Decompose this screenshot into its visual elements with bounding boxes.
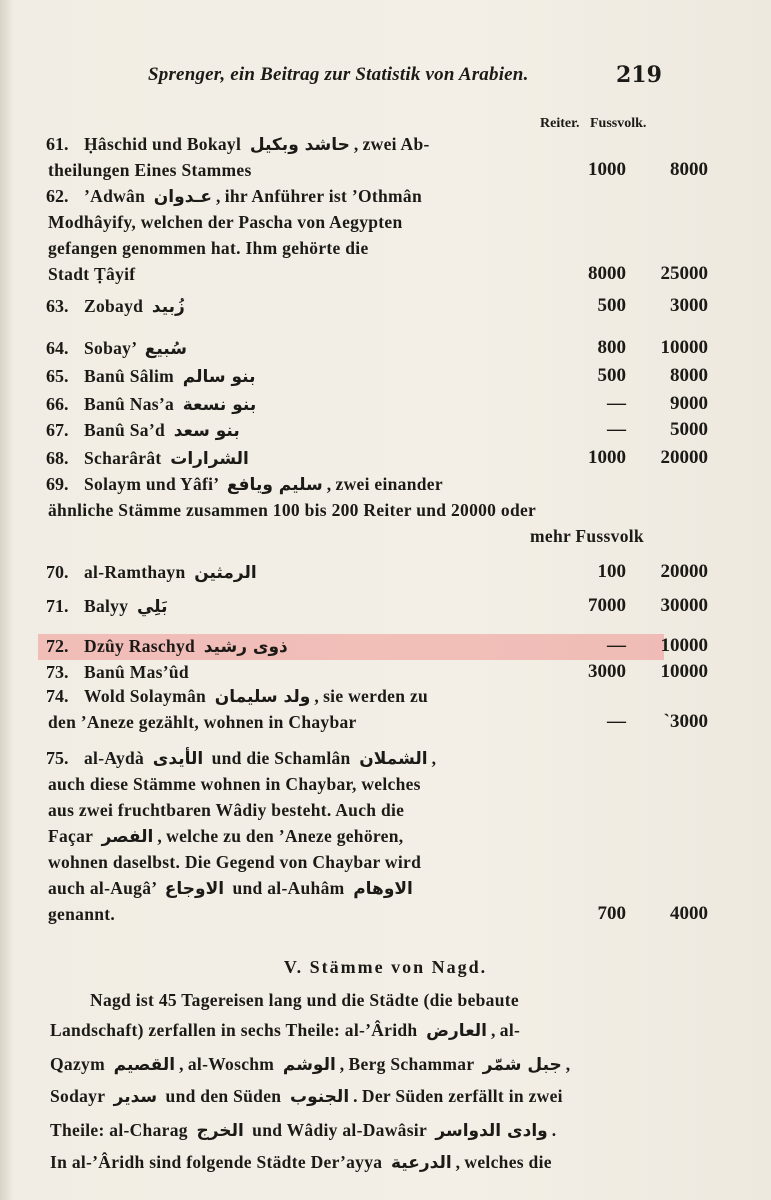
text-run: al-Aydà (84, 748, 149, 768)
arabic-name: بنو نسعة (182, 395, 257, 415)
text-run: Façar (48, 826, 98, 846)
entry-line (84, 134, 430, 155)
text-run: Sodayr (50, 1086, 110, 1106)
arabic-name: بنو سالم (182, 367, 256, 387)
foot-value: 4000 (670, 903, 708, 924)
riders-value: — (607, 393, 626, 414)
arabic-name: عـدوان (153, 187, 212, 207)
entry-line (84, 474, 443, 495)
entry-line (48, 712, 357, 732)
entry-line (84, 366, 259, 387)
arabic-name: الأيدى (152, 749, 204, 769)
running-title: Sprenger, ein Beitrag zur Statistik von Arabien. (148, 64, 529, 85)
entry-line (84, 662, 189, 682)
arabic-name: القصيم (113, 1055, 176, 1075)
column-header-riders: Reiter. (540, 116, 580, 131)
paragraph-line (50, 1152, 552, 1173)
text-run: , Berg Schammar (339, 1054, 479, 1074)
arabic-name: الشرارات (170, 449, 249, 469)
riders-value: 500 (597, 365, 626, 386)
foot-value: 10000 (660, 635, 708, 656)
text-run: Landschaft) zerfallen in sechs Theile: al-’Âridh (50, 1020, 423, 1040)
section-heading: V. Stämme von Nagd. (283, 957, 488, 977)
entry-number: 74. (46, 686, 69, 706)
foot-value: 8000 (670, 365, 708, 386)
foot-value: 25000 (660, 263, 708, 284)
entry-line (48, 800, 404, 820)
foot-value: 30000 (660, 595, 708, 616)
text-run: Balyy (84, 596, 133, 616)
entry-line (48, 500, 536, 520)
text-run: genannt. (48, 904, 116, 924)
text-run: Wold Solaymân (84, 686, 211, 706)
paragraph-line (50, 1120, 556, 1141)
foot-value: `3000 (663, 711, 708, 732)
entry-number: 75. (46, 748, 69, 768)
arabic-name: العارض (426, 1021, 488, 1041)
entry-number: 65. (46, 366, 69, 386)
riders-value: — (607, 635, 626, 656)
entry-line (48, 878, 417, 899)
paragraph-line (50, 1054, 570, 1075)
text-run: auch al-Augâ’ (48, 878, 161, 898)
text-run: Theile: al-Charag (50, 1120, 193, 1140)
text-run: , ihr Anführer ist ’Othmân (215, 186, 423, 206)
entry-number: 61. (46, 134, 69, 154)
text-run: Scharârât (84, 448, 167, 468)
arabic-name: بنو سعد (173, 421, 240, 441)
entry-number: 68. (46, 448, 69, 468)
entry-number: 70. (46, 562, 69, 582)
entry-line (48, 160, 252, 180)
foot-value: 20000 (660, 561, 708, 582)
text-run: Ḥâschid und Bokayl (84, 134, 246, 154)
text-run: al-Ramthayn (84, 562, 191, 582)
arabic-name: وادى الدواسر (435, 1121, 548, 1141)
arabic-name: سُبيع (144, 339, 187, 359)
text-run: , al-Woschm (179, 1054, 279, 1074)
text-run: Stadt Ṭâyif (48, 264, 136, 284)
text-run: Banû Sâlim (84, 366, 179, 386)
text-run: ’Adwân (84, 186, 150, 206)
text-run: Modhâyify, welchen der Pascha von Aegypten (48, 212, 403, 232)
entry-line (48, 774, 421, 794)
riders-value: 700 (597, 903, 626, 924)
riders-value: 800 (597, 337, 626, 358)
entry-line (84, 338, 191, 359)
text-run: und den Süden (161, 1086, 286, 1106)
text-run: gefangen genommen hat. Ihm gehörte die (48, 238, 369, 258)
entry-number: 73. (46, 662, 69, 682)
arabic-name: الخرج (196, 1121, 244, 1141)
arabic-name: الاوجاع (164, 879, 225, 899)
arabic-name: الدرعية (390, 1153, 452, 1173)
text-run: und die Schamlân (207, 748, 356, 768)
text-run: den ’Aneze gezählt, wohnen in Chaybar (48, 712, 357, 732)
entry-number: 69. (46, 474, 69, 494)
text-run: aus zwei fruchtbaren Wâdiy besteht. Auch die (48, 800, 405, 820)
text-run: theilungen Eines Stammes (48, 160, 252, 180)
entry-line (48, 238, 369, 258)
text-run: und al-Auhâm (228, 878, 350, 898)
page-header (0, 62, 771, 92)
riders-value: 8000 (588, 263, 626, 284)
paragraph-line (50, 1020, 520, 1041)
text-run: Banû Mas’ûd (84, 662, 189, 682)
riders-value: 1000 (588, 159, 626, 180)
page-number: 219 (616, 62, 662, 88)
text-run: Zobayd (84, 296, 148, 316)
riders-value: 7000 (588, 595, 626, 616)
arabic-name: زُبيد (151, 297, 185, 317)
arabic-name: الفصر (101, 827, 154, 847)
entry-line (84, 596, 172, 617)
riders-value: 100 (597, 561, 626, 582)
text-run: Nagd ist 45 Tagereisen lang und die Städte (die bebaute (90, 990, 519, 1010)
riders-value: 3000 (588, 661, 626, 682)
text-run: , (431, 748, 436, 768)
foot-value: 8000 (670, 159, 708, 180)
text-run: mehr Fussvolk (530, 526, 644, 546)
text-run: Banû Sa’d (84, 420, 170, 440)
riders-value: — (607, 711, 626, 732)
entry-line (84, 636, 292, 657)
riders-value: — (607, 419, 626, 440)
paragraph-line (90, 990, 519, 1011)
arabic-name: الجنوب (290, 1087, 350, 1107)
entry-line (84, 186, 422, 207)
arabic-name: ولد سليمان (214, 687, 311, 707)
text-run: , (565, 1054, 571, 1074)
text-run: In al-’Âridh sind folgende Städte Der’ayya (50, 1152, 387, 1172)
foot-value: 10000 (660, 337, 708, 358)
riders-value: 1000 (588, 447, 626, 468)
text-run: . (551, 1120, 557, 1140)
entry-number: 63. (46, 296, 69, 316)
entry-line (84, 296, 189, 317)
text-run: , sie werden zu (314, 686, 429, 706)
foot-value: 5000 (670, 419, 708, 440)
entry-number: 62. (46, 186, 69, 206)
text-run: auch diese Stämme wohnen in Chaybar, welches (48, 774, 421, 794)
text-run: Banû Nas’a (84, 394, 179, 414)
entry-number: 71. (46, 596, 69, 616)
foot-value: 3000 (670, 295, 708, 316)
entry-line (84, 394, 260, 415)
entry-line (84, 748, 436, 769)
text-run: . Der Süden zerfällt in zwei (353, 1086, 563, 1106)
arabic-name: الشملان (359, 749, 428, 769)
text-run: Sobay’ (84, 338, 141, 358)
text-run: Qazym (50, 1054, 110, 1074)
text-run: , al- (491, 1020, 521, 1040)
entry-line (84, 420, 244, 441)
entry-line (48, 852, 421, 872)
foot-value: 9000 (670, 393, 708, 414)
paragraph-line (50, 1086, 563, 1107)
arabic-name: سدير (113, 1087, 158, 1107)
foot-value: 20000 (660, 447, 708, 468)
arabic-name: جبل شمّر (482, 1055, 562, 1075)
entry-line (84, 448, 253, 469)
arabic-name: حاشد وبكيل (249, 135, 350, 155)
text-run: Solaym und Yâfi’ (84, 474, 223, 494)
entry-line (48, 264, 135, 284)
arabic-name: سليم ويافع (226, 475, 323, 495)
arabic-name: الرمثين (194, 563, 257, 583)
arabic-name: الوشم (282, 1055, 336, 1075)
entry-line (530, 526, 644, 546)
entry-line (84, 562, 261, 583)
text-run: wohnen daselbst. Die Gegend von Chaybar wird (48, 852, 422, 872)
entry-number: 66. (46, 394, 69, 414)
riders-value: 500 (597, 295, 626, 316)
foot-value: 10000 (660, 661, 708, 682)
text-run: Dzûy Raschyd (84, 636, 200, 656)
text-run: , welche zu den ’Aneze gehören, (157, 826, 404, 846)
text-run: ähnliche Stämme zusammen 100 bis 200 Reiter und 20000 oder (48, 500, 537, 520)
arabic-name: ذوى رشيد (203, 637, 288, 657)
column-header-foot: Fussvolk. (590, 116, 647, 131)
entry-number: 64. (46, 338, 69, 358)
entry-line (48, 826, 403, 847)
arabic-name: الاوهام (353, 879, 413, 899)
text-run: , zwei einander (326, 474, 443, 494)
text-run: , zwei Ab- (353, 134, 430, 154)
entry-line (48, 904, 115, 924)
entry-line (48, 212, 403, 232)
entry-number: 67. (46, 420, 69, 440)
arabic-name: بَلِي (136, 597, 168, 617)
text-run: , welches die (455, 1152, 552, 1172)
text-run: und Wâdiy al-Dawâsir (247, 1120, 432, 1140)
entry-line (84, 686, 428, 707)
entry-number: 72. (46, 636, 69, 656)
